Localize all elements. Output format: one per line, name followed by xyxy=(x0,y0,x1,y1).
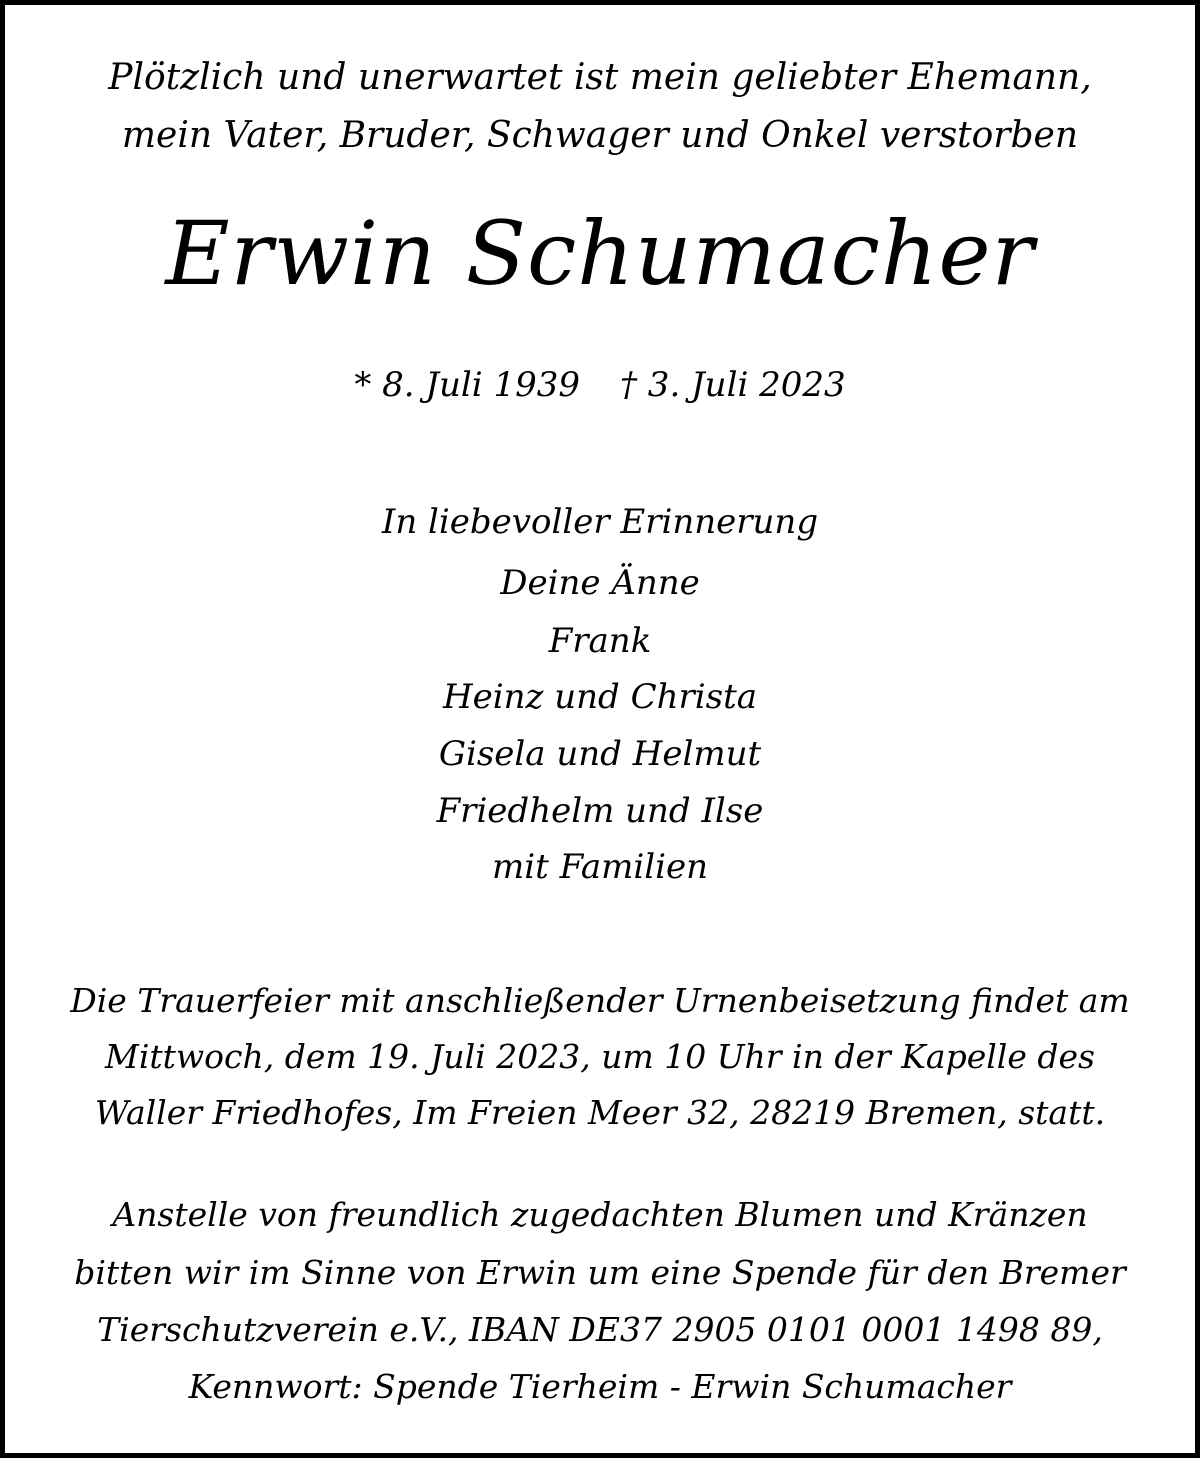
donation-line-3: Tierschutzverein e.V., IBAN DE37 2905 0101 0001 1498 89, xyxy=(97,1310,1103,1349)
death-date: † 3. Juli 2023 xyxy=(620,365,846,405)
donation-line-1: Anstelle von freundlich zugedachten Blumen und Kränzen xyxy=(112,1195,1088,1234)
donation-line-2: bitten wir im Sinne von Erwin um eine Spende für den Bremer xyxy=(74,1253,1126,1292)
birth-date: * 8. Juli 1939 xyxy=(354,365,580,405)
mourners-heading: In liebevoller Erinnerung xyxy=(381,502,819,542)
mourner-name: Frank xyxy=(548,621,652,661)
funeral-line-2: Mittwoch, dem 19. Juli 2023, um 10 Uhr in der Kapelle des xyxy=(105,1037,1095,1076)
deceased-name: Erwin Schumacher xyxy=(165,202,1035,305)
intro-line-1: Plötzlich und unerwartet ist mein geliebter Ehemann, xyxy=(108,57,1092,98)
intro-line-2: mein Vater, Bruder, Schwager und Onkel verstorben xyxy=(121,115,1079,156)
donation-line-4: Kennwort: Spende Tierheim - Erwin Schumacher xyxy=(188,1367,1012,1406)
mourner-name: Heinz und Christa xyxy=(442,677,758,717)
mourner-name: Gisela und Helmut xyxy=(438,734,762,774)
mourner-name: Deine Änne xyxy=(500,563,700,603)
mourner-name: mit Familien xyxy=(491,847,709,887)
funeral-line-3: Waller Friedhofes, Im Freien Meer 32, 28219 Bremen, statt. xyxy=(94,1093,1106,1132)
life-dates xyxy=(0,365,1200,405)
mourner-name: Friedhelm und Ilse xyxy=(436,791,764,831)
funeral-line-1: Die Trauerfeier mit anschließender Urnenbeisetzung findet am xyxy=(70,981,1130,1020)
